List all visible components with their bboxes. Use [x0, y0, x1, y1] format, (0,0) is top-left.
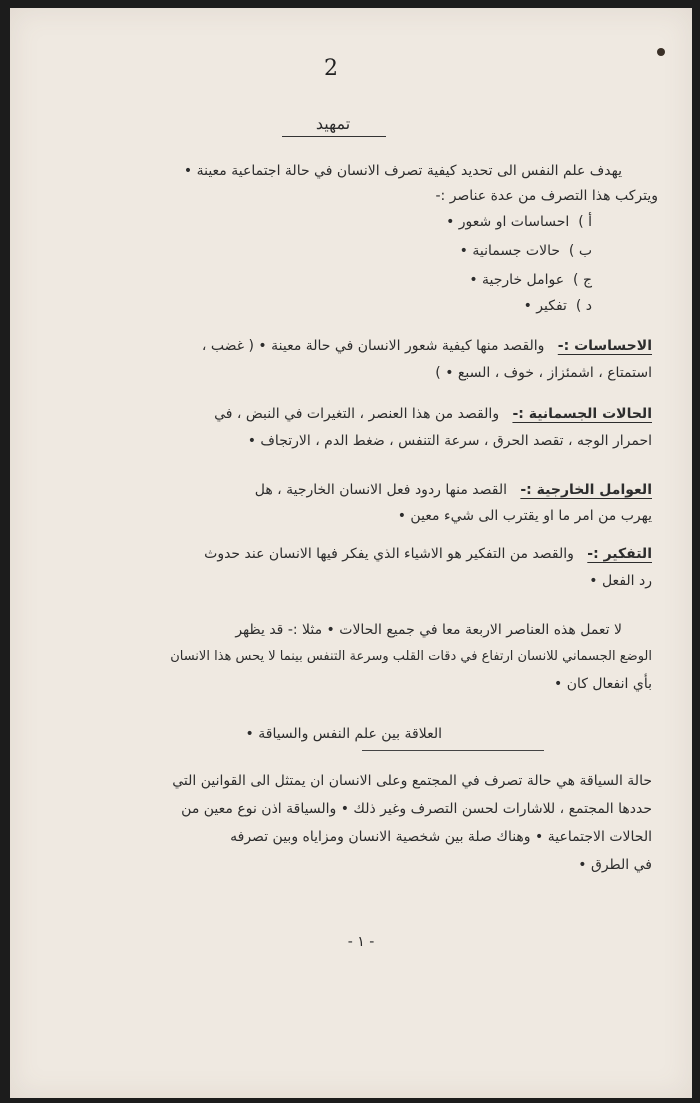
- page-number: 2: [324, 56, 338, 81]
- section-text: والقصد من هذا العنصر ، التغيرات في النبض ، في: [214, 406, 500, 422]
- page-title: تمهيد: [315, 114, 351, 133]
- list-item: [469, 272, 592, 288]
- footer-page-number: - ١ -: [347, 934, 375, 950]
- ink-spot: [657, 48, 665, 56]
- section-term: التفكير :-: [587, 546, 652, 562]
- list-text: عوامل خارجية •: [469, 272, 565, 288]
- list-marker: د ): [575, 298, 592, 314]
- list-text: حالات جسمانية •: [459, 243, 560, 259]
- relation-heading: العلاقة بين علم النفس والسياقة •: [245, 726, 442, 742]
- section-thinking-line-1: [204, 546, 652, 562]
- intro-line-2: ويتركب هذا التصرف من عدة عناصر :-: [435, 188, 658, 204]
- heading-underline: [362, 750, 544, 751]
- section-physical-line-1: [214, 406, 652, 422]
- title-underline: [282, 136, 386, 137]
- note-line-1: لا تعمل هذه العناصر الاربعة معا في جميع الحالات • مثلا :- قد يظهر: [235, 622, 622, 638]
- section-text: والقصد من التفكير هو الاشياء الذي يفكر فيها الانسان عند حدوث: [204, 546, 574, 562]
- list-item: [446, 214, 592, 230]
- section-thinking-line-2: رد الفعل •: [589, 573, 652, 589]
- section-term: الاحساسات :-: [557, 338, 652, 354]
- section-text: والقصد منها كيفية شعور الانسان في حالة معينة • ( غضب ،: [201, 338, 545, 354]
- intro-line-1: يهدف علم النفس الى تحديد كيفية تصرف الانسان في حالة اجتماعية معينة •: [183, 163, 622, 179]
- relation-line-2: حددها المجتمع ، للاشارات لحسن التصرف وغير ذلك • والسياقة اذن نوع معين من: [181, 801, 652, 817]
- section-term: العوامل الخارجية :-: [520, 482, 652, 498]
- section-physical-line-2: احمرار الوجه ، تقصد الحرق ، سرعة التنفس ، ضغط الدم ، الارتجاف •: [247, 433, 652, 449]
- relation-line-1: حالة السياقة هي حالة تصرف في المجتمع وعلى الانسان ان يمتثل الى القوانين التي: [172, 773, 652, 789]
- section-sensations-line-2: استمتاع ، اشمئزاز ، خوف ، السبع • ): [435, 365, 652, 381]
- list-item: [524, 298, 592, 314]
- section-term: الحالات الجسمانية :-: [512, 406, 652, 422]
- list-marker: أ ): [578, 214, 592, 230]
- list-marker: ج ): [573, 272, 592, 288]
- list-text: تفكير •: [523, 298, 567, 314]
- section-text: القصد منها ردود فعل الانسان الخارجية ، هل: [254, 482, 508, 498]
- section-sensations-line-1: [202, 338, 652, 354]
- list-item: [460, 243, 592, 259]
- document-page: [10, 8, 692, 1098]
- section-external-line-2: يهرب من امر ما او يقترب الى شيء معين •: [397, 508, 652, 524]
- note-line-3: بأي انفعال كان •: [554, 676, 652, 692]
- section-external-line-1: [255, 482, 652, 498]
- relation-line-3: الحالات الاجتماعية • وهناك صلة بين شخصية الانسان ومزاياه وبين تصرفه: [230, 829, 652, 845]
- list-text: احساسات او شعور •: [446, 214, 570, 230]
- list-marker: ب ): [568, 243, 592, 259]
- relation-line-4: في الطرق •: [578, 857, 652, 873]
- note-line-2: الوضع الجسماني للانسان ارتفاع في دقات القلب وسرعة التنفس بينما لا يحس هذا الانسان: [170, 649, 652, 664]
